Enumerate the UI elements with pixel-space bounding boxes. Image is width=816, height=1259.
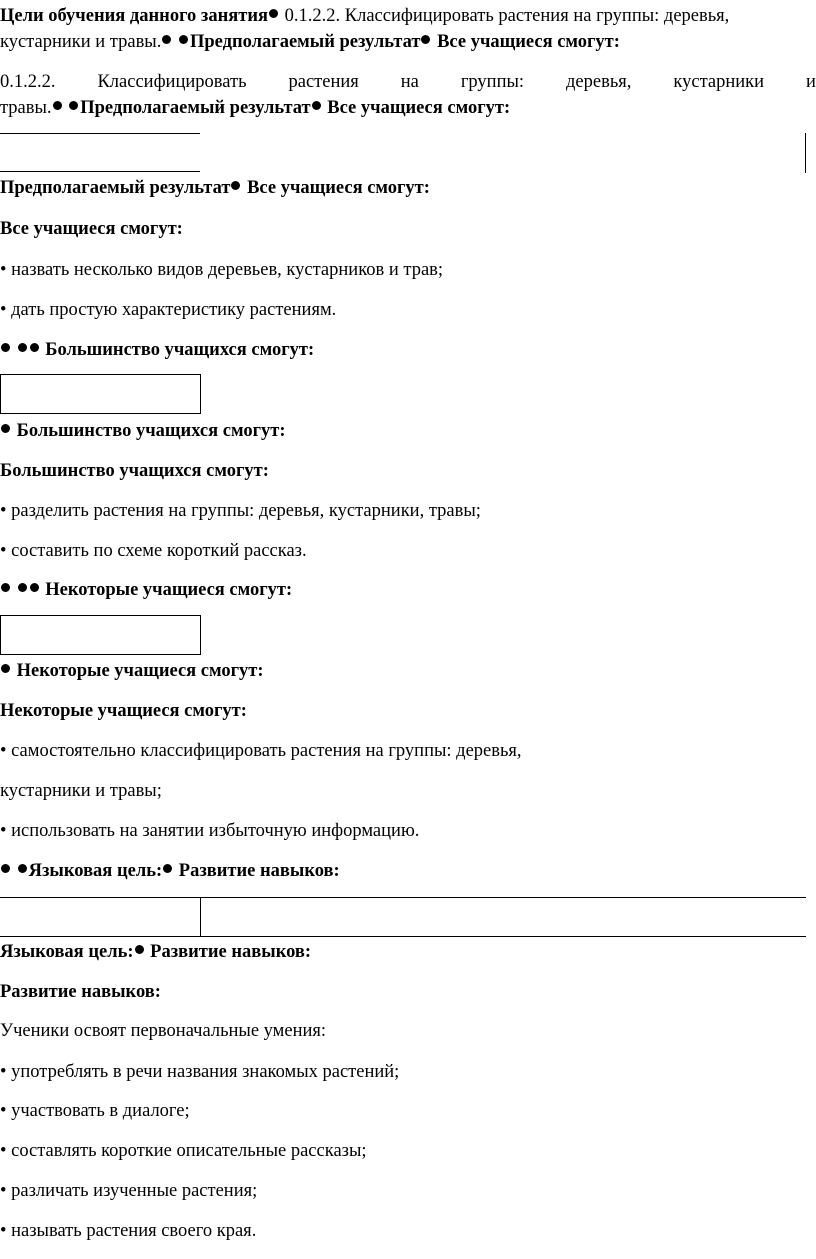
objective-word: деревья,	[566, 72, 632, 92]
objective-word: группы:	[460, 72, 525, 92]
some-heading-dots	[0, 578, 292, 602]
bullet-icon	[163, 864, 172, 873]
bullet-icon	[421, 35, 430, 44]
list-item: • составлять короткие описательные рассказы;	[0, 1141, 367, 1161]
all-heading	[0, 176, 430, 200]
skills-subheading: Развитие навыков:	[0, 982, 161, 1002]
objective-word: кустарники	[673, 72, 765, 92]
skills-heading: Развитие навыков:	[174, 861, 340, 881]
list-item: • различать изученные растения;	[0, 1181, 258, 1201]
list-item: • использовать на занятии избыточную информацию.	[0, 821, 420, 841]
goal-line-1	[0, 4, 729, 28]
language-goal-heading: Языковая цель:	[0, 942, 134, 962]
list-item: • участвовать в диалоге;	[0, 1101, 190, 1121]
skills-intro: Ученики освоят первоначальные умения:	[0, 1021, 327, 1041]
all-students-heading: Все учащиеся смогут:	[432, 32, 620, 52]
some-students-heading: Некоторые учащиеся смогут:	[40, 580, 293, 600]
language-heading-dots	[0, 859, 340, 883]
bullet-icon	[1, 583, 10, 592]
bullet-icon	[312, 101, 321, 110]
some-heading	[0, 659, 264, 683]
bullet-icon	[1, 343, 10, 352]
bullet-icon	[269, 9, 278, 18]
objective-word: 0.1.2.2.	[0, 72, 56, 92]
bullet-icon	[18, 583, 27, 592]
bullet-icon	[1, 864, 10, 873]
bullet-icon	[135, 945, 144, 954]
all-students-heading: Все учащиеся смогут:	[242, 178, 430, 198]
list-item: • употреблять в речи названия знакомых растений;	[0, 1062, 400, 1082]
objective-word: и	[806, 72, 816, 92]
bullet-icon	[162, 35, 171, 44]
some-subheading: Некоторые учащиеся смогут:	[0, 701, 247, 721]
bullet-icon	[53, 101, 62, 110]
skills-heading: Развитие навыков:	[145, 942, 312, 962]
table-rule	[200, 897, 201, 937]
list-item: • самостоятельно классифицировать растения на группы: деревья,	[0, 741, 522, 761]
most-heading-dots	[0, 338, 314, 362]
list-item: • называть растения своего края.	[0, 1221, 257, 1241]
table-rule	[0, 171, 200, 172]
most-students-heading: Большинство учащихся смогут:	[12, 421, 286, 441]
empty-table-cell	[0, 374, 201, 414]
bullet-icon	[231, 181, 240, 190]
bullet-icon	[30, 583, 39, 592]
bullet-icon	[69, 101, 78, 110]
objective-text-end: травы.	[0, 98, 52, 118]
objective-line-2	[0, 96, 510, 120]
list-item: • дать простую характеристику растениям.	[0, 300, 337, 320]
objective-word: Классифицировать	[97, 72, 247, 92]
goal-line-2	[0, 30, 620, 54]
goal-heading: Цели обучения данного занятия	[0, 6, 269, 26]
all-students-heading: Все учащиеся смогут:	[322, 98, 511, 118]
list-item: • разделить растения на группы: деревья, кустарники, травы;	[0, 501, 481, 521]
bullet-icon	[1, 424, 10, 433]
list-item: • назвать несколько видов деревьев, кустарников и трав;	[0, 260, 444, 280]
table-rule	[0, 133, 200, 134]
bullet-icon	[1, 664, 10, 673]
objective-line-1	[0, 70, 816, 94]
bullet-icon	[18, 864, 27, 873]
most-subheading: Большинство учащихся смогут:	[0, 461, 269, 481]
objective-word: на	[400, 72, 419, 92]
bullet-icon	[18, 343, 27, 352]
result-heading: Предполагаемый результат	[190, 32, 421, 52]
result-heading: Предполагаемый результат	[0, 178, 231, 198]
language-heading	[0, 940, 311, 964]
some-students-heading: Некоторые учащиеся смогут:	[12, 661, 264, 681]
bullet-icon	[30, 343, 39, 352]
goal-text-end: кустарники и травы.	[0, 32, 162, 52]
objective-word: растения	[288, 72, 359, 92]
result-heading: Предполагаемый результат	[80, 98, 311, 118]
list-item: • составить по схеме короткий рассказ.	[0, 541, 307, 561]
most-heading	[0, 419, 286, 443]
table-rule	[0, 897, 806, 898]
empty-table-cell	[0, 615, 201, 655]
table-rule	[0, 936, 806, 937]
goal-text: 0.1.2.2. Классифицировать растения на группы: деревья,	[280, 6, 730, 26]
list-item: кустарники и травы;	[0, 781, 162, 801]
language-goal-heading: Языковая цель:	[28, 861, 163, 881]
most-students-heading: Большинство учащихся смогут:	[40, 340, 315, 360]
all-subheading: Все учащиеся смогут:	[0, 219, 183, 239]
table-rule	[805, 133, 806, 173]
bullet-icon	[179, 35, 188, 44]
